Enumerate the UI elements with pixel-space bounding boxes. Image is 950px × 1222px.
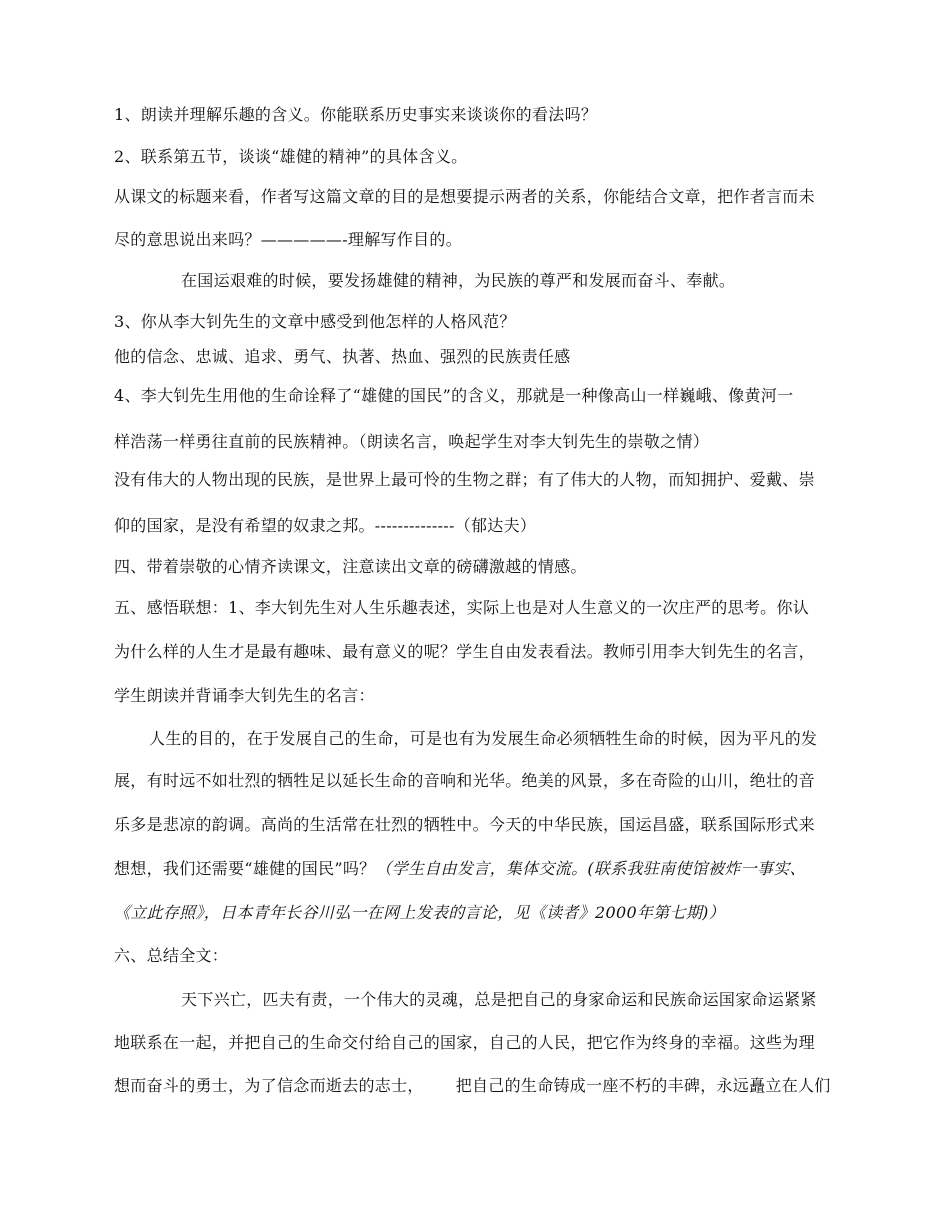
quote-line: 乐多是悲凉的韵调。高尚的生活常在壮烈的牺牲中。今天的中华民族，国运昌盛，联系国际形式来 — [114, 815, 815, 834]
question-1: 1、朗读并理解乐趣的含义。你能联系历史事实来谈谈你的看法吗？ — [114, 105, 598, 124]
quote-line: 仰的国家，是没有希望的奴隶之邦。--------------（郁达夫） — [114, 516, 537, 535]
answer-line: 他的信念、忠诚、追求、勇气、执著、热血、强烈的民族责任感 — [114, 347, 571, 366]
question-2: 2、联系第五节，谈谈“雄健的精神”的具体含义。 — [114, 147, 468, 166]
paragraph-line: 样浩荡一样勇往直前的民族精神。（朗读名言，唤起学生对李大钊先生的崇敬之情） — [114, 432, 710, 451]
paragraph-fragment: 想而奋斗的勇士，为了信念而逝去的志士， — [114, 1076, 424, 1095]
italic-note: （学生自由发言，集体交流。(联系我驻南使馆被炸一事实、 — [375, 859, 806, 878]
section-4-heading: 四、带着崇敬的心情齐读课文，注意读出文章的磅礴激越的情感。 — [114, 557, 587, 576]
paragraph-line: 学生朗读并背诵李大钊先生的名言： — [114, 686, 375, 705]
paragraph-fragment: 把自己的生命铸成一座不朽的丰碑，永远矗立在人们 — [455, 1076, 831, 1095]
section-5-heading: 五、感悟联想：1、李大钊先生对人生乐趣表述，实际上也是对人生意义的一次庄严的思考。你认 — [114, 598, 810, 617]
italic-note: 《立此存照》，日本青年长谷川弘一在网上发表的言论，见《读者》2000年第七期)） — [114, 903, 725, 922]
paragraph-line: 天下兴亡，匹夫有责，一个伟大的灵魂，总是把自己的身家命运和民族命运国家命运紧紧 — [181, 990, 817, 1009]
section-6-heading: 六、总结全文： — [114, 946, 229, 965]
paragraph-line: 地联系在一起，并把自己的生命交付给自己的国家，自己的人民，把它作为终身的幸福。这些为理 — [114, 1033, 815, 1052]
question-4: 4、李大钊先生用他的生命诠释了“雄健的国民”的含义，那就是一种像高山一样巍峨、像黄河一 — [114, 386, 794, 405]
quote-line — [114, 859, 806, 879]
question-text: 想想，我们还需要“雄健的国民”吗？ — [114, 859, 376, 878]
quote-line: 人生的目的，在于发展自己的生命，可是也有为发展生命必须牺牲生命的时候，因为平凡的发 — [149, 729, 818, 748]
quote-line: 展，有时远不如壮烈的牺牲足以延长生命的音响和光华。绝美的风景，多在奇险的山川，绝壮的音 — [114, 771, 815, 790]
paragraph-line — [114, 1076, 831, 1096]
paragraph-line: 尽的意思说出来吗？—————-理解写作目的。 — [114, 230, 463, 249]
quote-line: 没有伟大的人物出现的民族，是世界上最可怜的生物之群；有了伟大的人物，而知拥护、爱戴、崇 — [114, 470, 815, 489]
answer-line: 在国运艰难的时候，要发扬雄健的精神，为民族的尊严和发展而奋斗、奉献。 — [181, 271, 736, 290]
paragraph-line: 为什么样的人生才是最有趣味、最有意义的呢？学生自由发表看法。教师引用李大钊先生的名言， — [114, 642, 815, 661]
question-3: 3、你从李大钊先生的文章中感受到他怎样的人格风范？ — [114, 312, 516, 331]
paragraph-line: 从课文的标题来看，作者写这篇文章的目的是想要提示两者的关系，你能结合文章，把作者言而未 — [114, 187, 815, 206]
